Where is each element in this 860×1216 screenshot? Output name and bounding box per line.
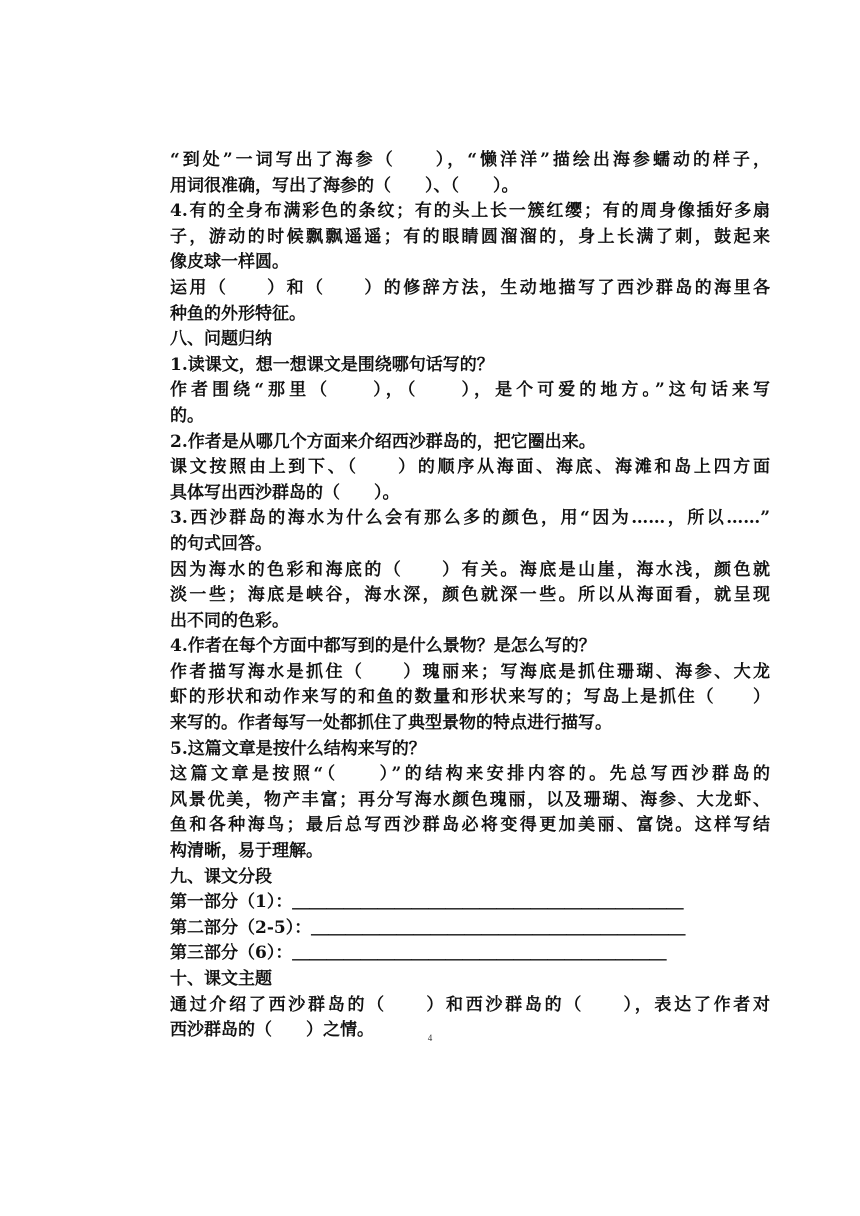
text-line: 作者描写海水是抓住（ ）瑰丽来；写海底是抓住珊瑚、海参、大龙	[170, 661, 770, 682]
question-line: 2.作者是从哪几个方面来介绍西沙群岛的，把它圈出来。	[170, 431, 596, 452]
question-line: 4.作者在每个方面中都写到的是什么景物？是怎么写的？	[170, 636, 596, 657]
text-line: 课文按照由上到下、（ ）的顺序从海面、海底、海滩和岛上四方面	[170, 457, 770, 478]
text-line: 具体写出西沙群岛的（ ）。	[170, 482, 400, 503]
text-line: 出不同的色彩。	[170, 610, 289, 631]
question-line: 3.西沙群岛的海水为什么会有那么多的颜色，用“因为……，所以……”	[170, 508, 770, 529]
text-line: 构清晰，易于理解。	[170, 841, 323, 862]
section-heading: 九、课文分段	[170, 866, 272, 887]
text-line: 像皮球一样圆。	[170, 252, 289, 273]
text-line: 作者围绕“那里（ ），（ ），是个可爱的地方。”这句话来写	[170, 380, 770, 401]
text-line: 因为海水的色彩和海底的（ ）有关。海底是山崖，海水浅，颜色就	[170, 559, 770, 580]
text-line: 的。	[170, 405, 204, 426]
text-line: “到处”一词写出了海参（ ），“懒洋洋”描绘出海参蠕动的样子，	[170, 150, 770, 170]
text-line: 来写的。作者每写一处都抓住了典型景物的特点进行描写。	[170, 713, 612, 734]
text-line: 淡一些；海底是峡谷，海水深，颜色就深一些。所以从海面看，就呈现	[170, 585, 770, 606]
text-line: 这篇文章是按照“（ ）”的结构来安排内容的。先总写西沙群岛的	[170, 764, 770, 785]
text-line: 通过介绍了西沙群岛的（ ）和西沙群岛的（ ），表达了作者对	[170, 994, 770, 1015]
section-heading: 十、课文主题	[170, 969, 272, 989]
question-line: 的句式回答。	[170, 533, 272, 554]
text-line: 种鱼的外形特征。	[170, 303, 306, 324]
text-line: 用词很准确，写出了海参的（ ）、（ ）。	[170, 175, 519, 196]
fill-in-line: 第二部分（2-5）：＿＿＿＿＿＿＿＿＿＿＿＿＿＿＿＿＿＿＿＿＿＿	[170, 917, 686, 938]
page-number: 4	[427, 1033, 433, 1043]
text-line: 虾的形状和动作来写的和鱼的数量和形状来写的；写岛上是抓住（ ）	[170, 687, 770, 708]
text-line: 4.有的全身布满彩色的条纹；有的头上长一簇红缨；有的周身像插好多扇	[170, 201, 770, 222]
text-line: 风景优美，物产丰富；再分写海水颜色瑰丽，以及珊瑚、海参、大龙虾、	[170, 789, 770, 810]
question-line: 5.这篇文章是按什么结构来写的？	[170, 738, 426, 759]
fill-in-line: 第一部分（1）：＿＿＿＿＿＿＿＿＿＿＿＿＿＿＿＿＿＿＿＿＿＿＿	[170, 892, 684, 913]
section-heading: 八、问题归纳	[170, 329, 272, 350]
document-body	[170, 148, 770, 1044]
text-line: 鱼和各种海鸟；最后总写西沙群岛必将变得更加美丽、富饶。这样写结	[170, 815, 770, 836]
text-line: 运用（ ）和（ ）的修辞方法，生动地描写了西沙群岛的海里各	[170, 277, 770, 298]
text-line: 西沙群岛的（ ）之情。	[170, 1020, 374, 1041]
fill-in-line: 第三部分（6）：＿＿＿＿＿＿＿＿＿＿＿＿＿＿＿＿＿＿＿＿＿＿	[170, 943, 667, 964]
question-line: 1.读课文，想一想课文是围绕哪句话写的？	[170, 354, 494, 375]
text-line: 子，游动的时候飘飘遥遥；有的眼睛圆溜溜的，身上长满了刺，鼓起来	[170, 226, 770, 247]
